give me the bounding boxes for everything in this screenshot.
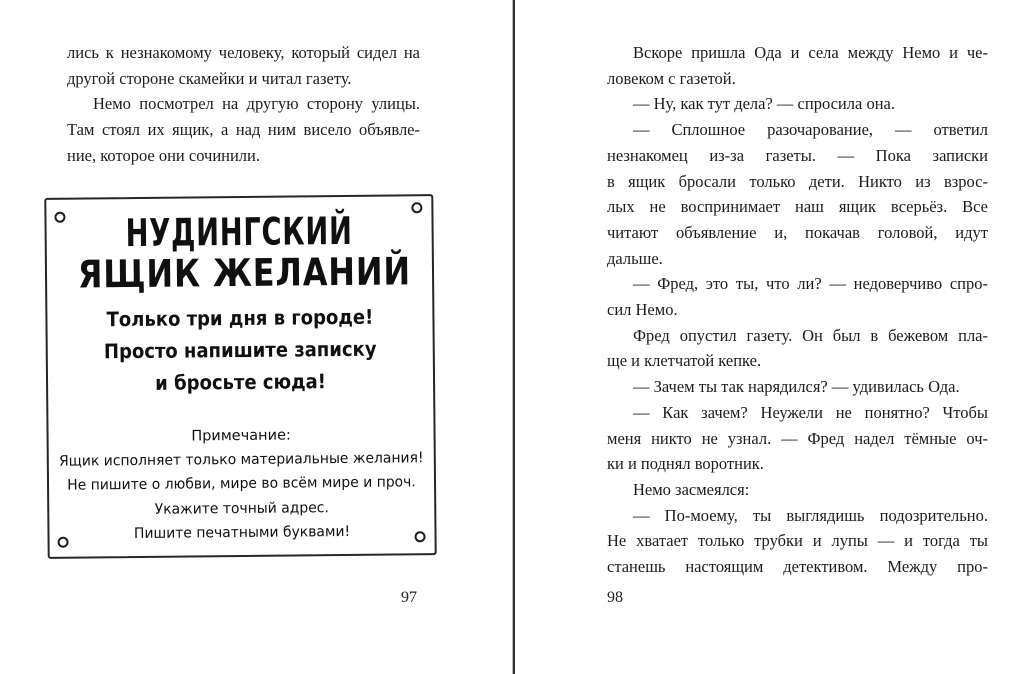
- text-line: Фред опустил газету. Он был в бежевом пла-: [633, 325, 988, 345]
- wish-box-sign: [44, 194, 436, 559]
- sign-note-line: Не пишите о любви, мире во всём мире и проч.: [67, 474, 416, 494]
- text-line: ловеком с газетой.: [607, 68, 736, 88]
- sign-note: [49, 446, 435, 547]
- nail-hole-icon: [411, 202, 422, 213]
- text-line: дальше.: [607, 248, 663, 268]
- text-line: лых не воспринимает наш ящик всерьёз. Все: [607, 197, 988, 217]
- sign-note-line: Ящик исполняет только материальные желания!: [58, 450, 424, 470]
- text-line: — Ну, как тут дела? — спросила она.: [633, 94, 895, 114]
- text-line: — Зачем ты так нарядился? — удивилась Ода.: [633, 377, 960, 397]
- text-line: — Как зачем? Неужели не понятно? Чтобы: [633, 402, 988, 422]
- text-line: — По-моему, ты выглядишь подозрительно.: [633, 505, 988, 525]
- text-line: лись к незнакомому человеку, который сидел на: [67, 43, 420, 62]
- sign-subtitle: [47, 300, 433, 400]
- text-line: Не хватает только трубки и лупы — и тогда ты: [607, 531, 988, 551]
- sign-title-line2: ЯЩИК ЖЕЛАНИЙ: [77, 249, 412, 297]
- text-line: Немо посмотрел на другую сторону улицы.: [93, 94, 420, 114]
- text-line: Там стоял их ящик, а над ним висело объявле-: [67, 120, 420, 140]
- text-line: станешь настоящим детективом. Между про-: [607, 557, 988, 577]
- text-line: читают объявление и, покачав головой, идут: [607, 222, 988, 242]
- right-page-text: [607, 40, 988, 580]
- page-number-left: 97: [401, 589, 417, 606]
- page-divider: [512, 0, 515, 674]
- text-line: сил Немо.: [607, 300, 678, 320]
- text-line: незнакомец из-за газеты. — Пока записки: [607, 145, 988, 165]
- text-line: меня никто не узнал. — Фред надел тёмные оч-: [607, 428, 988, 448]
- text-line: ще и клетчатой кепке.: [607, 351, 762, 371]
- text-line: — Фред, это ты, что ли? — недоверчиво спро-: [633, 274, 988, 294]
- left-page-text: [67, 40, 420, 169]
- text-line: другой стороне скамейки и читал газету.: [67, 68, 352, 88]
- text-line: ки и поднял воротник.: [607, 454, 764, 474]
- text-line: Немо засмеялся:: [633, 479, 750, 499]
- sign-subtitle-line: Только три дня в городе!: [106, 304, 374, 332]
- nail-hole-icon: [54, 212, 65, 223]
- text-line: Вскоре пришла Ода и села между Немо и че-: [633, 43, 988, 62]
- sign-note-line: Укажите точный адрес.: [154, 499, 329, 518]
- sign-title-line1: НУДИНГСКИЙ: [125, 208, 353, 256]
- sign-note-heading: Примечание:: [191, 427, 291, 445]
- sign-subtitle-line: Просто напишите записку: [103, 336, 377, 364]
- sign-subtitle-line: и бросьте сюда!: [155, 369, 327, 395]
- text-line: в ящик бросали только дети. Никто из взрос-: [607, 171, 988, 191]
- page-number-right: 98: [607, 589, 623, 606]
- text-line: ние, которое они сочинили.: [67, 145, 260, 165]
- text-line: — Сплошное разочарование, — ответил: [633, 120, 988, 140]
- sign-note-line: Пишите печатными буквами!: [133, 523, 351, 542]
